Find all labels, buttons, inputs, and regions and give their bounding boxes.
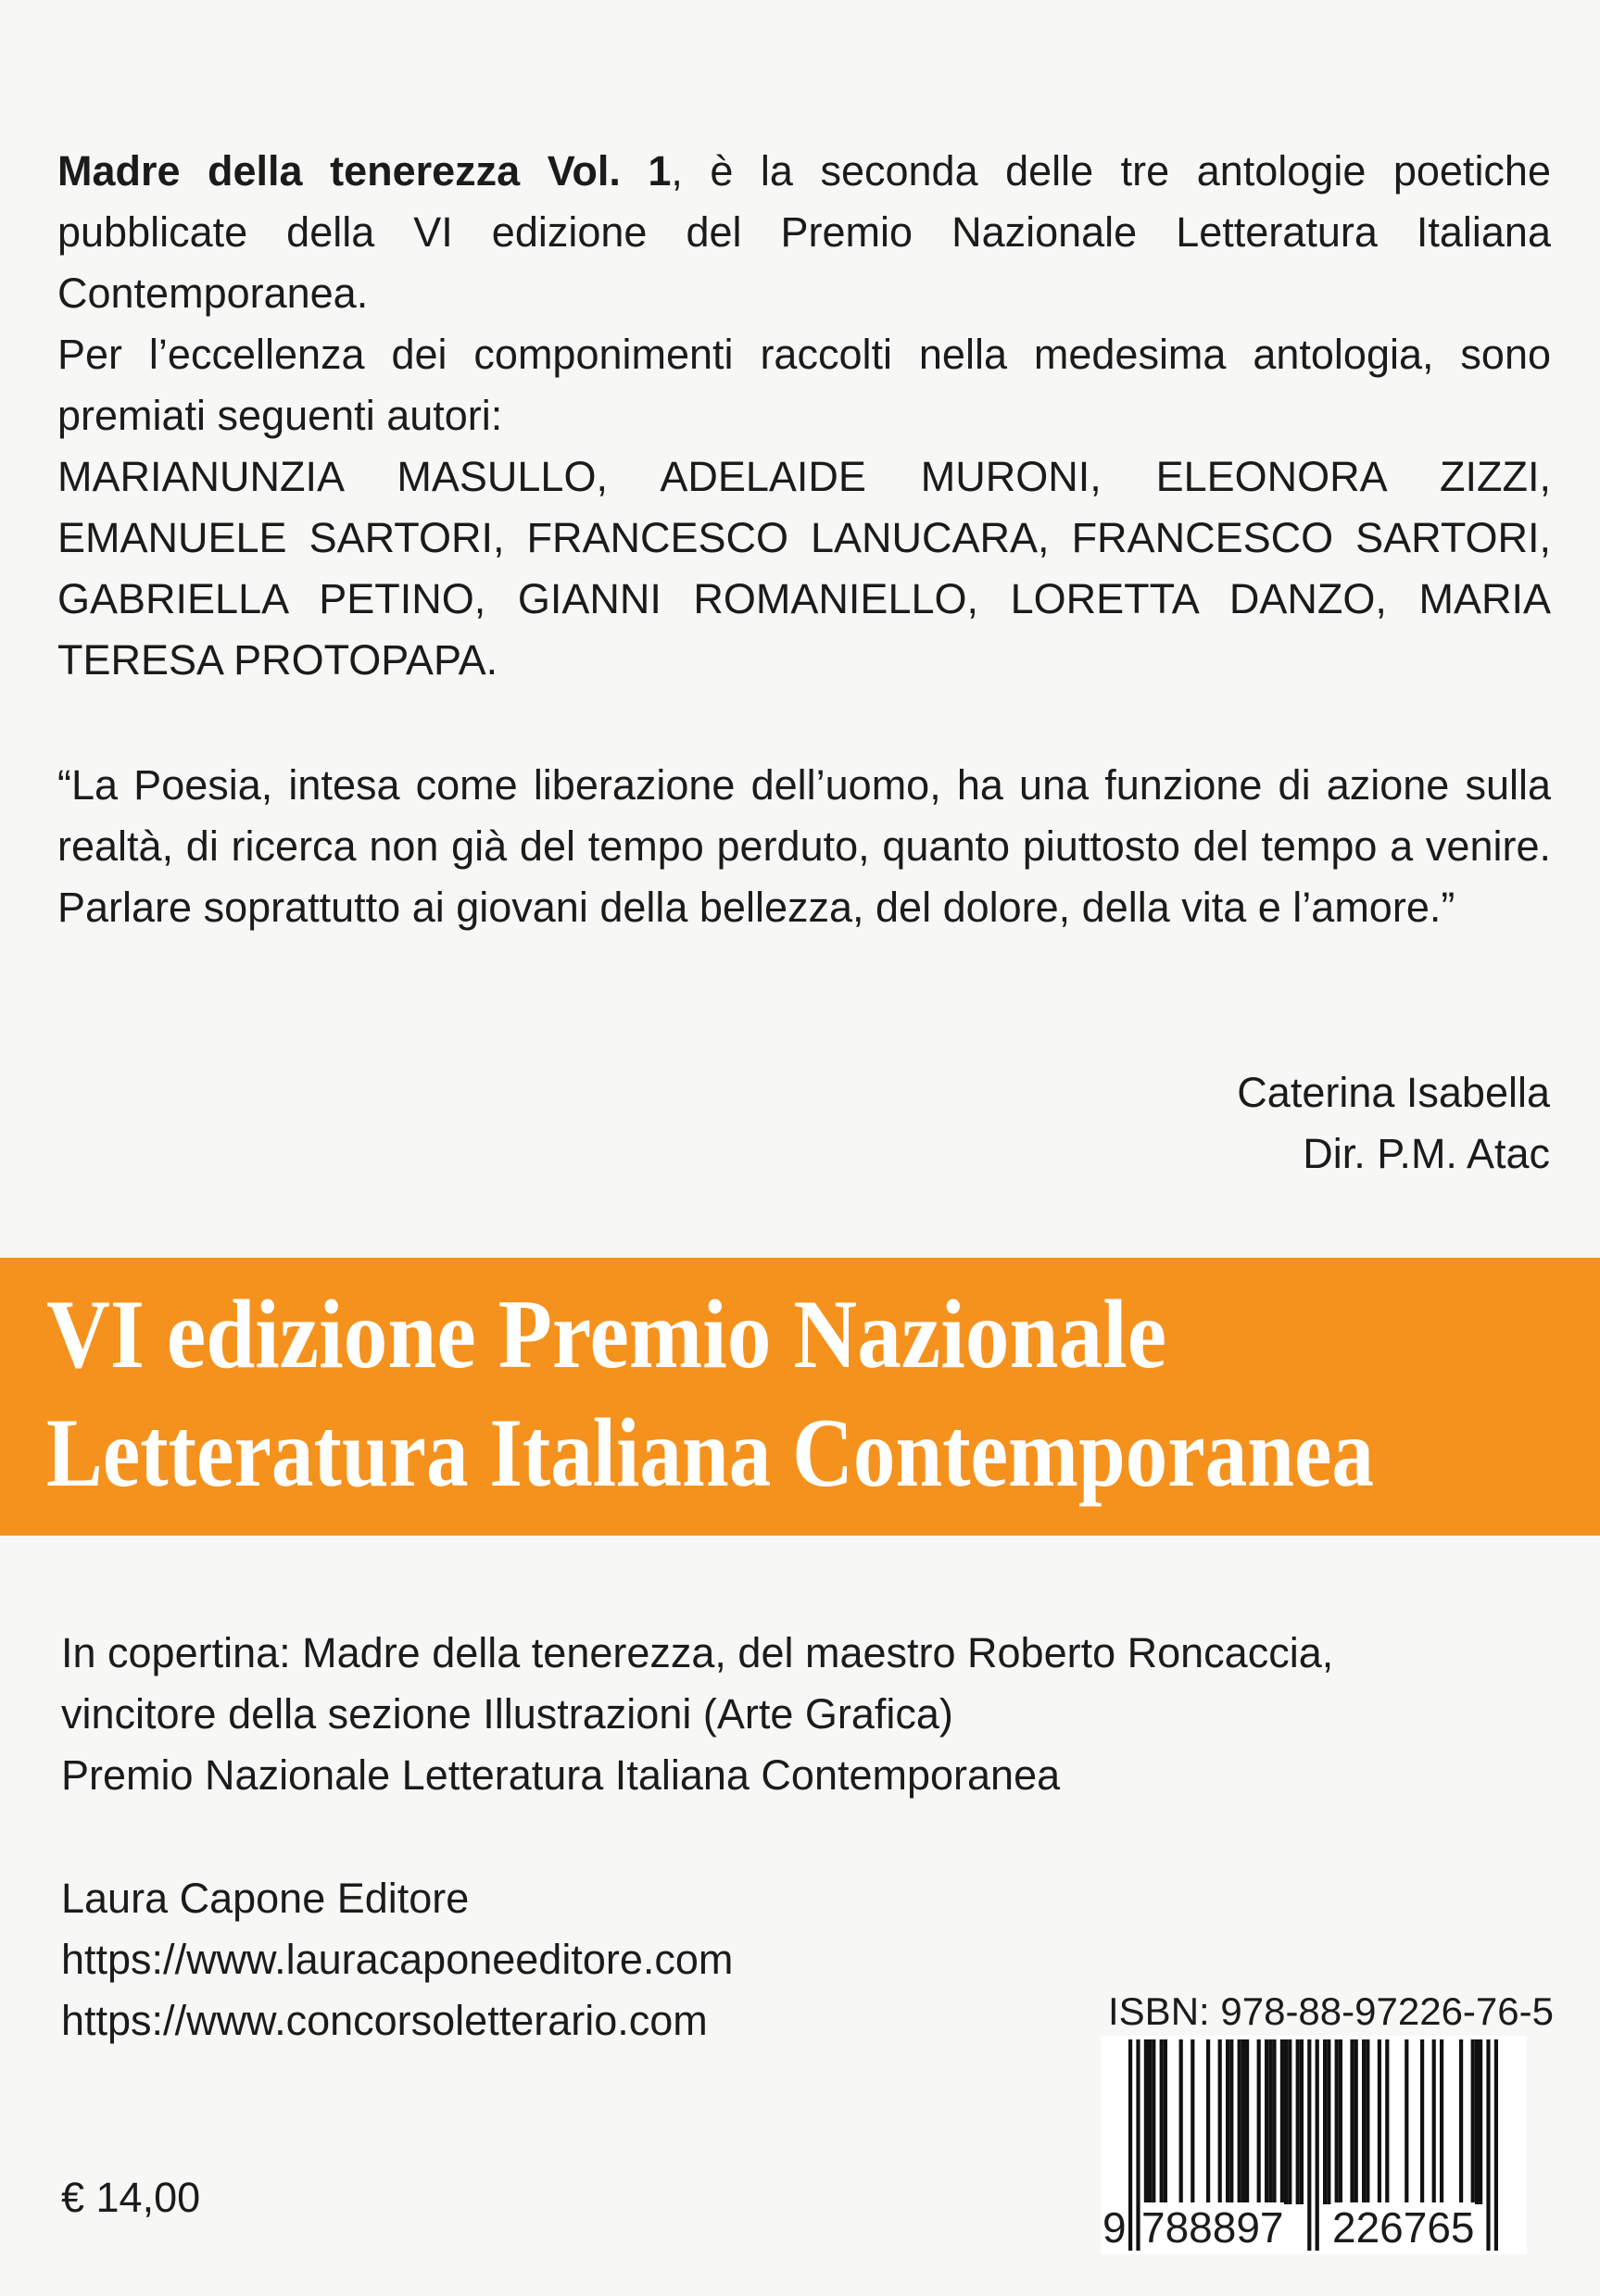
authors-list: MARIANUNZIA MASULLO, ADELAIDE MURONI, ELEONORA ZIZZI, EMANUELE SARTORI, FRANCESCO LANUCARA, FRANCESCO SARTORI, GABRIELLA PETINO, GIANNI ROMANIELLO, LORETTA DANZO, MARIA TERESA PROTOPAPA.: [57, 453, 1551, 684]
barcode-bar: [1179, 2039, 1183, 2204]
barcode-bar: [1136, 2039, 1140, 2251]
barcode-bar: [1245, 2039, 1249, 2204]
edition-banner: [0, 1258, 1600, 1536]
barcode-bar: [1144, 2039, 1148, 2204]
barcode-bar: [1486, 2039, 1490, 2251]
isbn-barcode: [1101, 2036, 1527, 2254]
barcode-bar: [1226, 2039, 1229, 2204]
publisher-url-1[interactable]: https://www.lauracaponeeditore.com: [61, 1936, 734, 1983]
signature-role: Dir. P.M. Atac: [1303, 1130, 1550, 1177]
price: € 14,00: [61, 2174, 201, 2221]
barcode-bar: [1164, 2039, 1167, 2204]
barcode-bar: [1128, 2039, 1132, 2251]
barcode-bar: [1191, 2039, 1194, 2204]
barcode-bar: [1218, 2039, 1222, 2204]
barcode-bar: [1288, 2039, 1291, 2204]
intro-text: , è la seconda delle tre antologie poetiche pubblicate della VI edizione del Premio Nazionale Letteratura Italiana Contemporanea.: [57, 147, 1551, 317]
barcode-bar: [1241, 2039, 1245, 2204]
barcode-bar: [1272, 2039, 1276, 2204]
quote-section: [57, 755, 1551, 938]
barcode-bar: [1300, 2039, 1304, 2204]
signature-name: Caterina Isabella: [1237, 1069, 1550, 1116]
barcode-bar: [1366, 2039, 1369, 2204]
barcode-bar: [1475, 2039, 1479, 2204]
barcode-bar: [1206, 2039, 1210, 2204]
quote-text: “La Poesia, intesa come liberazione dell’uomo, ha una funzione di azione sulla realtà, di ricerca non già del tempo perduto, quanto piuttosto del tempo a venire. Parlare soprattutto ai giovani della bellezza, del dolore, della vita e l’amore.”: [57, 761, 1551, 931]
barcode-bar: [1296, 2039, 1300, 2204]
barcode-group-right: 226765: [1332, 2203, 1475, 2252]
intro-paragraph: [57, 141, 1551, 324]
isbn-label: ISBN: 978-88-97226-76-5: [1108, 1989, 1554, 2033]
banner-line-2: Letteratura Italiana Contemporanea: [46, 1399, 1375, 1507]
barcode-bar: [1160, 2039, 1164, 2204]
barcode-bar: [1471, 2039, 1475, 2204]
publisher-url-2[interactable]: https://www.concorsoletterario.com: [61, 1997, 708, 2044]
barcode-bar: [1459, 2039, 1463, 2204]
barcode-bar: [1440, 2039, 1443, 2204]
barcode-bar: [1268, 2039, 1272, 2204]
barcode-group-left: 788897: [1141, 2203, 1284, 2252]
awards-paragraph: Per l’eccellenza dei componimenti raccolti nella medesima antologia, sono premiati seguenti autori:: [57, 331, 1551, 439]
barcode-bar: [1350, 2039, 1354, 2204]
barcode-bar: [1362, 2039, 1366, 2204]
barcode-bar: [1307, 2039, 1311, 2251]
barcode-bar: [1327, 2039, 1330, 2204]
barcode-bar: [1323, 2039, 1327, 2204]
signature: [1237, 1062, 1550, 1185]
banner-line-1: VI edizione Premio Nazionale: [46, 1280, 1167, 1388]
cover-credit-line-3: Premio Nazionale Letteratura Italiana Contemporanea: [61, 1751, 1061, 1799]
barcode-bar: [1378, 2039, 1381, 2204]
intro-section: [57, 141, 1551, 691]
barcode-bar: [1405, 2039, 1408, 2204]
barcode-bar: [1229, 2039, 1233, 2204]
barcode-bar: [1385, 2039, 1389, 2204]
barcode-bar: [1354, 2039, 1358, 2204]
barcode-bar: [1148, 2039, 1152, 2204]
barcode-bar: [1432, 2039, 1436, 2204]
barcode-bar: [1280, 2039, 1284, 2204]
barcode-bar: [1284, 2039, 1288, 2204]
barcode-bar: [1152, 2039, 1155, 2204]
barcode-bar: [1257, 2039, 1261, 2204]
book-title: Madre della tenerezza Vol. 1: [57, 147, 672, 194]
barcode-digit-first: 9: [1102, 2203, 1127, 2252]
barcode-bar: [1339, 2039, 1342, 2204]
barcode-bar: [1335, 2039, 1339, 2204]
publisher-name: Laura Capone Editore: [61, 1875, 470, 1922]
barcode-bar: [1479, 2039, 1482, 2204]
cover-credit: [61, 1623, 1333, 1806]
barcode-bar: [1265, 2039, 1268, 2204]
cover-credit-line-1: In copertina: Madre della tenerezza, del maestro Roberto Roncaccia,: [61, 1629, 1334, 1676]
publisher-info: [61, 1868, 733, 2051]
cover-credit-line-2: vincitore della sezione Illustrazioni (Arte Grafica): [61, 1690, 953, 1738]
barcode-bar: [1494, 2039, 1498, 2251]
barcode-bar: [1238, 2039, 1241, 2204]
barcode-bar: [1420, 2039, 1424, 2204]
barcode-bar: [1316, 2039, 1319, 2251]
